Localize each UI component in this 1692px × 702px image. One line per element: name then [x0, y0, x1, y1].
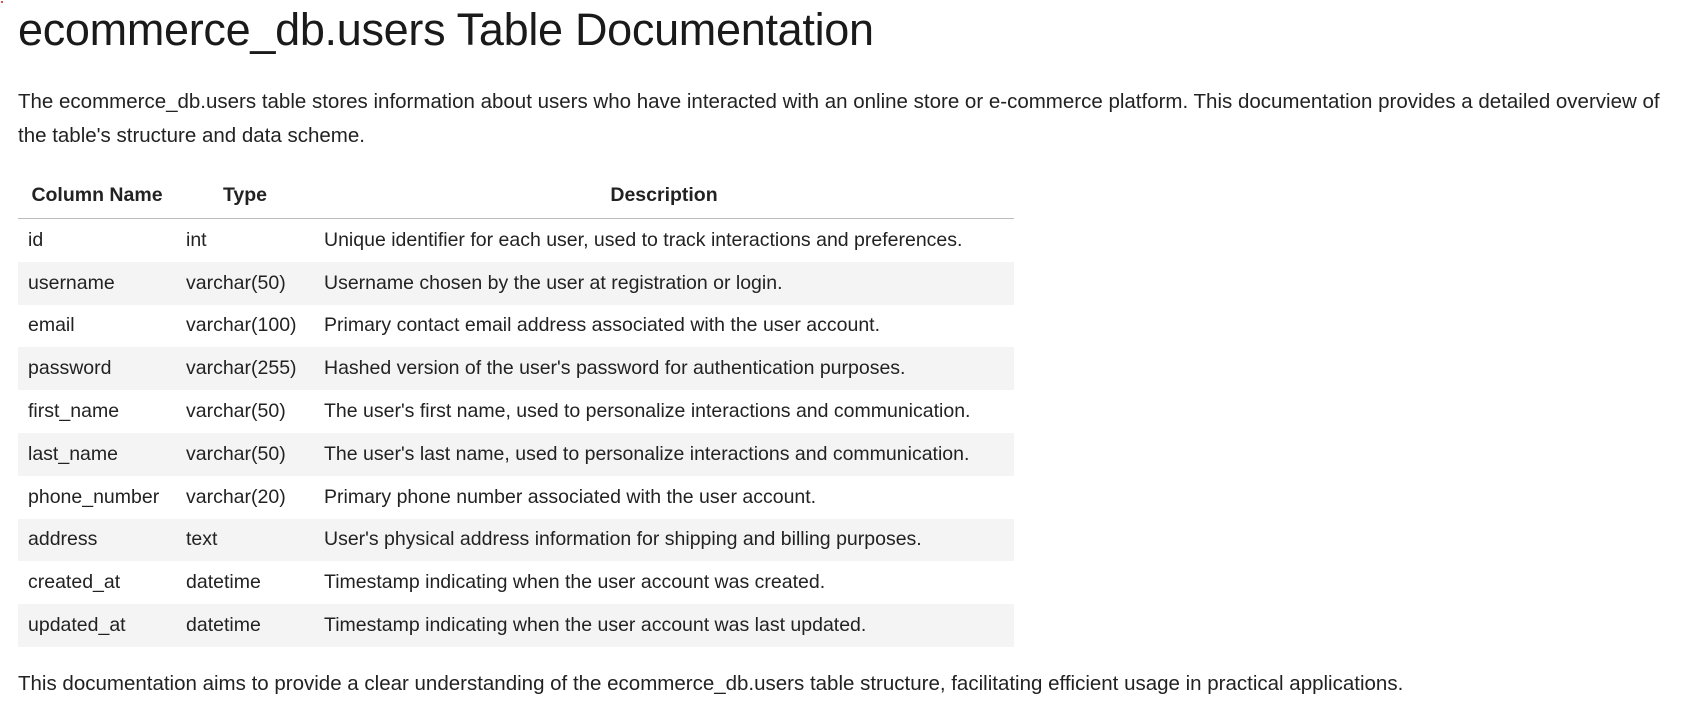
cell-type: varchar(50) [176, 433, 314, 476]
cell-column-name: phone_number [28, 485, 160, 508]
cell-description: User's physical address information for shipping and billing purposes. [314, 519, 1014, 562]
table-row [18, 262, 1014, 305]
cell-description: Unique identifier for each user, used to track interactions and preferences. [324, 228, 963, 251]
cell-column-name: username [18, 262, 176, 305]
cell-type: varchar(50) [186, 400, 286, 423]
cell-type: datetime [186, 571, 261, 594]
header-column-name: Column Name [18, 173, 176, 219]
cell-type: varchar(50) [176, 262, 314, 305]
cell-description: Primary phone number associated with the user account. [324, 485, 817, 508]
intro-paragraph: The ecommerce_db.users table stores information about users who have interacted with an online store or e-commerce platform. This documentation provides a detailed overview of the table's structure and data scheme. [18, 90, 1660, 147]
cell-column-name: id [28, 228, 44, 251]
table-row [18, 433, 1014, 476]
cell-description: Hashed version of the user's password for authentication purposes. [314, 347, 1014, 390]
cell-description: The user's first name, used to personalize interactions and communication. [324, 400, 971, 423]
table-row [18, 219, 1014, 262]
cell-type: datetime [176, 604, 314, 647]
table-row [18, 561, 1014, 604]
cell-type: text [176, 519, 314, 562]
corner-marker [1, 1, 3, 3]
cell-column-name: password [18, 347, 176, 390]
closing-paragraph: This documentation aims to provide a clear understanding of the ecommerce_db.users table structure, facilitating efficient usage in practical applications. [18, 671, 1404, 695]
cell-description: The user's last name, used to personalize interactions and communication. [314, 433, 1014, 476]
table-row [18, 476, 1014, 519]
cell-column-name: email [28, 314, 75, 337]
cell-description: Username chosen by the user at registration or login. [314, 262, 1014, 305]
cell-description: Primary contact email address associated with the user account. [324, 314, 881, 337]
header-type: Type [176, 173, 314, 219]
cell-type: varchar(20) [186, 485, 286, 508]
cell-column-name: first_name [28, 400, 120, 423]
document-body [18, 0, 1678, 701]
table-row [18, 604, 1014, 647]
table-row [18, 519, 1014, 562]
table-row [18, 347, 1014, 390]
table-row [18, 390, 1014, 433]
table-row [18, 305, 1014, 348]
page-title: ecommerce_db.users Table Documentation [18, 4, 874, 55]
cell-type: varchar(255) [176, 347, 314, 390]
cell-column-name: updated_at [18, 604, 176, 647]
table-header-row [18, 173, 1014, 219]
header-description: Description [314, 173, 1014, 219]
cell-column-name: created_at [28, 571, 121, 594]
cell-column-name: address [18, 519, 176, 562]
schema-table [18, 173, 1014, 647]
cell-type: int [186, 228, 207, 251]
cell-description: Timestamp indicating when the user account was created. [324, 571, 826, 594]
cell-description: Timestamp indicating when the user account was last updated. [314, 604, 1014, 647]
cell-type: varchar(100) [186, 314, 297, 337]
cell-column-name: last_name [18, 433, 176, 476]
